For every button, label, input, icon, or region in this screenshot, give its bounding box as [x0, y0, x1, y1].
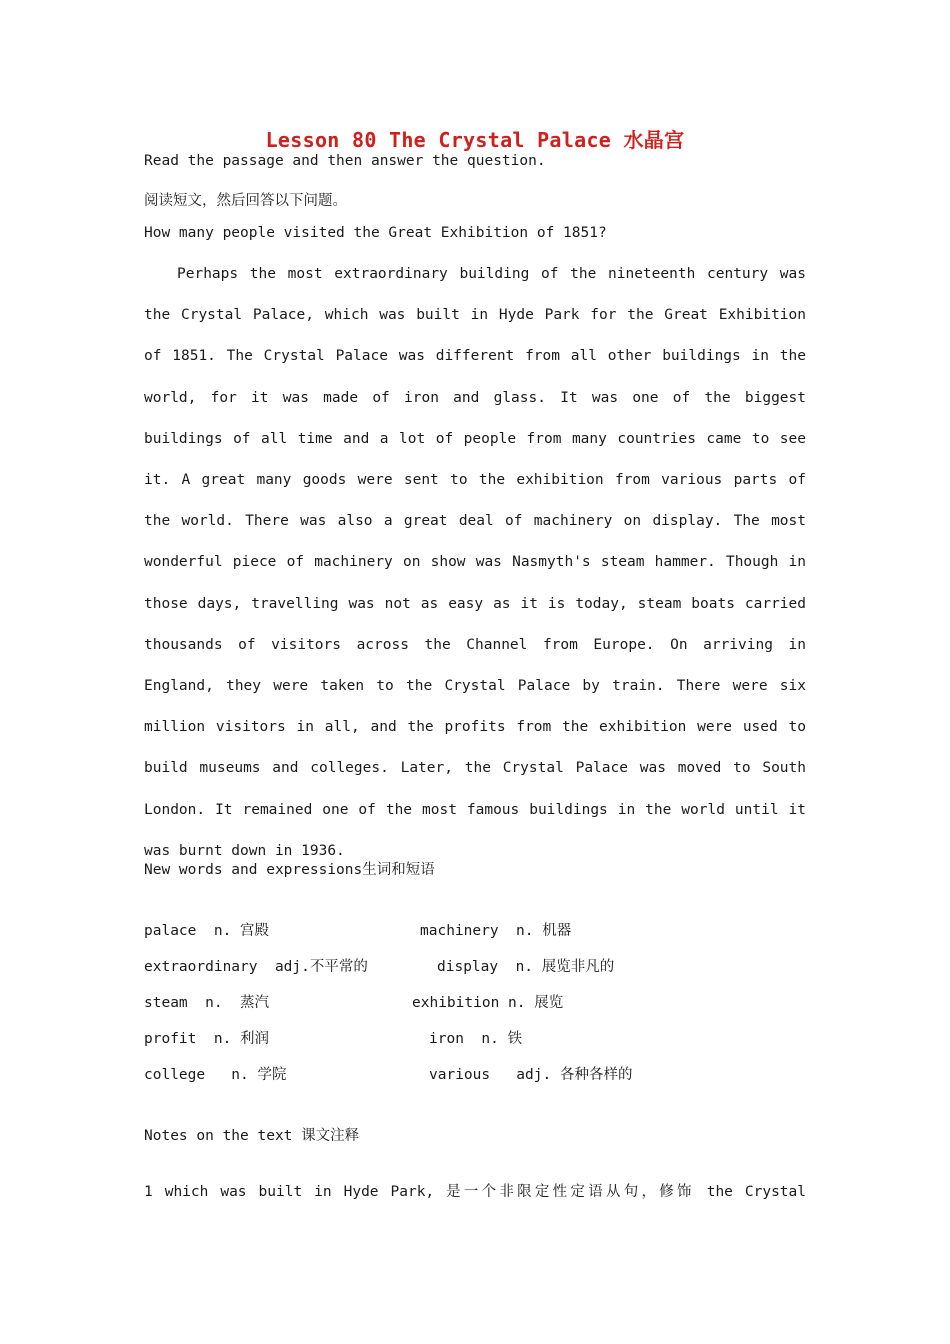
vocab-heading: New words and expressions生词和短语	[144, 862, 435, 878]
vocab-entry: extraordinary adj.不平常的	[144, 959, 368, 975]
reading-passage: Perhaps the most extraordinary building of the nineteenth century was the Crystal Palace, which was built in Hyde Park for the Great Exhibition of 1851. The Crystal Palace was different from all other buildings in the world, for it was made of iron and glass. It was one of the biggest buildings of all time and a lot of people from many countries came to see it. A great many goods were sent to the exhibition from various parts of the world. There was also a great deal of machinery on display. The most wonderful piece of machinery on show was Nasmyth's steam hammer. Though in those days, travelling was not as easy as it is today, steam boats carried thousands of visitors across the Channel from Europe. On arriving in England, they were taken to the Crystal Palace by train. There were six million visitors in all, and the profits from the exhibition were used to build museums and colleges. Later, the Crystal Palace was moved to South London. It remained one of the most famous buildings in the world until it was burnt down in 1936.	[144, 266, 806, 859]
vocab-entry: iron n. 铁	[429, 1031, 523, 1047]
lesson-title: Lesson 80 The Crystal Palace 水晶宫	[265, 128, 685, 152]
vocab-entry: machinery n. 机器	[420, 923, 572, 939]
reading-question: How many people visited the Great Exhibition of 1851?	[144, 225, 607, 241]
vocab-entry: college n. 学院	[144, 1067, 287, 1083]
vocab-entry: steam n. 蒸汽	[144, 995, 270, 1011]
note-item: 1 which was built in Hyde Park, 是一个非限定性定语从句，修饰 the Crystal	[144, 1184, 806, 1200]
vocab-entry: display n. 展览非凡的	[437, 959, 615, 975]
notes-heading: Notes on the text 课文注释	[144, 1128, 360, 1144]
instruction-english: Read the passage and then answer the question.	[144, 153, 546, 169]
vocab-entry: palace n. 宫殿	[144, 923, 270, 939]
instruction-chinese: 阅读短文，然后回答以下问题。	[144, 193, 347, 209]
vocab-entry: exhibition n. 展览	[412, 995, 564, 1011]
vocab-entry: various adj. 各种各样的	[429, 1067, 633, 1083]
vocab-entry: profit n. 利润	[144, 1031, 270, 1047]
